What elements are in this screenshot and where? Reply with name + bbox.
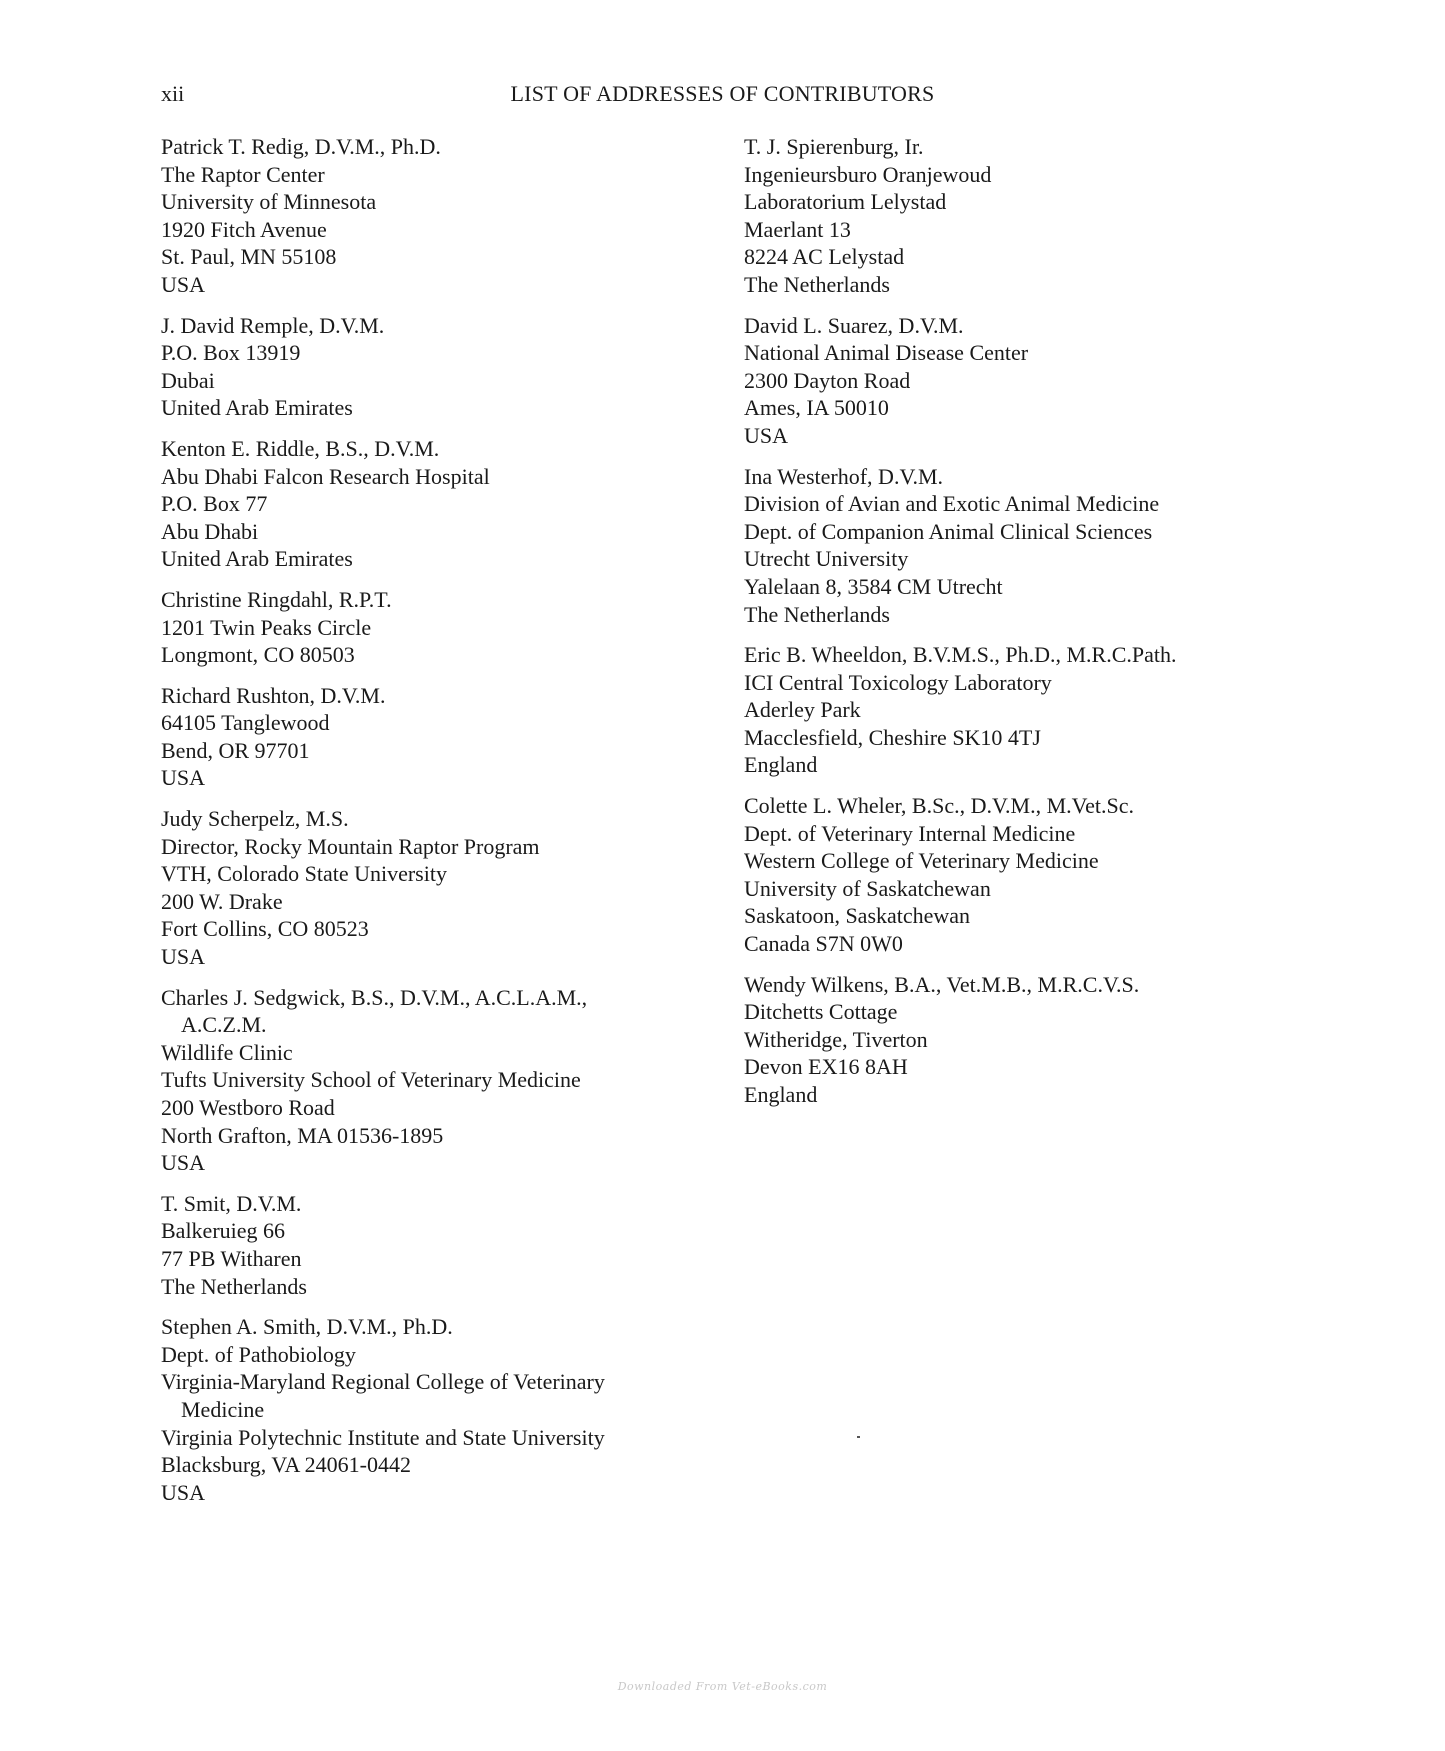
contributor-name: J. David Remple, D.V.M.: [161, 312, 385, 338]
address-line: USA: [161, 765, 206, 791]
address-line: P.O. Box 77: [161, 491, 268, 517]
address-line: Macclesfield, Cheshire SK10 4TJ: [744, 724, 1041, 750]
address-line: Tufts University School of Veterinary Medicine: [161, 1067, 581, 1093]
address-line: Wildlife Clinic: [161, 1039, 293, 1065]
address-line: University of Minnesota: [161, 189, 377, 215]
address-line: Aderley Park: [744, 697, 861, 723]
page-number: xii: [161, 81, 185, 106]
address-line: Yalelaan 8, 3584 CM Utrecht: [744, 573, 1003, 599]
contributor-name: Judy Scherpelz, M.S.: [161, 806, 349, 832]
address-line: Ditchetts Cottage: [744, 999, 898, 1025]
contributor-name: Charles J. Sedgwick, B.S., D.V.M., A.C.L.A.M.,: [161, 984, 588, 1010]
address-line: Saskatoon, Saskatchewan: [744, 903, 971, 929]
address-line: The Netherlands: [744, 601, 890, 627]
contributor-name: T. Smit, D.V.M.: [161, 1190, 302, 1216]
contributor-entry: [161, 984, 721, 1177]
address-line: England: [744, 1082, 818, 1107]
address-line: USA: [161, 1479, 206, 1505]
address-line: P.O. Box 13919: [161, 340, 301, 366]
address-line: 2300 Dayton Road: [744, 367, 911, 393]
address-line: Longmont, CO 80503: [161, 642, 355, 668]
address-line: 77 PB Witharen: [161, 1245, 302, 1271]
address-line: 64105 Tanglewood: [161, 710, 330, 736]
address-line: USA: [744, 422, 789, 448]
address-line: Fort Collins, CO 80523: [161, 916, 369, 942]
address-line: The Raptor Center: [161, 161, 325, 187]
right-column: [744, 133, 1304, 1122]
address-line: Virginia Polytechnic Institute and State University: [161, 1424, 605, 1450]
address-line: 200 Westboro Road: [161, 1095, 335, 1120]
contributor-name: Eric B. Wheeldon, B.V.M.S., Ph.D., M.R.C.Path.: [744, 642, 1177, 668]
address-line: USA: [161, 944, 206, 970]
contributor-name: Colette L. Wheler, B.Sc., D.V.M., M.Vet.Sc.: [744, 793, 1134, 819]
address-line: St. Paul, MN 55108: [161, 244, 337, 270]
contributor-entry: [161, 133, 721, 299]
address-line: ICI Central Toxicology Laboratory: [744, 669, 1052, 695]
address-line: 1201 Twin Peaks Circle: [161, 614, 372, 640]
address-line: Abu Dhabi: [161, 518, 259, 544]
address-line: Blacksburg, VA 24061-0442: [161, 1452, 411, 1478]
contributor-name: Ina Westerhof, D.V.M.: [744, 463, 944, 489]
address-line: USA: [161, 271, 206, 297]
address-line: The Netherlands: [744, 271, 890, 297]
contributor-entry: [744, 312, 1304, 450]
stray-mark: [857, 1436, 860, 1438]
address-line: Virginia-Maryland Regional College of Veterinary: [161, 1369, 605, 1395]
contributor-name: Kenton E. Riddle, B.S., D.V.M.: [161, 435, 440, 461]
address-line: Dubai: [161, 367, 215, 393]
address-line: Dept. of Pathobiology: [161, 1341, 356, 1367]
contributor-entry: [161, 805, 721, 971]
contributor-name: Patrick T. Redig, D.V.M., Ph.D.: [161, 134, 441, 159]
contributor-name: Richard Rushton, D.V.M.: [161, 682, 386, 708]
address-line: Division of Avian and Exotic Animal Medicine: [744, 491, 1160, 517]
contributor-entry: [161, 1190, 721, 1300]
contributor-entry: [744, 971, 1304, 1109]
address-line: United Arab Emirates: [161, 546, 353, 572]
address-line: Western College of Veterinary Medicine: [744, 848, 1099, 874]
address-line: Devon EX16 8AH: [744, 1054, 908, 1080]
contributor-entry: [744, 463, 1304, 629]
left-column: [161, 133, 721, 1519]
contributor-name: T. J. Spierenburg, Ir.: [744, 134, 924, 159]
address-line: Abu Dhabi Falcon Research Hospital: [161, 463, 490, 489]
contributor-entry: [161, 586, 721, 669]
address-line: USA: [161, 1150, 206, 1176]
contributor-entry: [161, 312, 721, 422]
address-line: Utrecht University: [744, 546, 909, 572]
address-line: North Grafton, MA 01536-1895: [161, 1122, 444, 1148]
contributor-name: David L. Suarez, D.V.M.: [744, 312, 964, 338]
address-line: VTH, Colorado State University: [161, 861, 447, 887]
address-line: Medicine: [181, 1396, 265, 1422]
address-line: Maerlant 13: [744, 216, 851, 242]
contributor-name: Stephen A. Smith, D.V.M., Ph.D.: [161, 1314, 453, 1340]
address-line: The Netherlands: [161, 1273, 307, 1299]
address-line: Director, Rocky Mountain Raptor Program: [161, 833, 540, 859]
address-line: Witheridge, Tiverton: [744, 1026, 928, 1052]
address-line: University of Saskatchewan: [744, 875, 991, 901]
contributor-entry: [744, 133, 1304, 299]
address-line: Bend, OR 97701: [161, 737, 310, 763]
address-line: 1920 Fitch Avenue: [161, 216, 327, 242]
address-line: England: [744, 752, 818, 778]
address-line: 8224 AC Lelystad: [744, 244, 905, 270]
contributor-entry: [161, 682, 721, 792]
address-line: Dept. of Veterinary Internal Medicine: [744, 820, 1076, 846]
contributor-name: Christine Ringdahl, R.P.T.: [161, 586, 392, 612]
address-line: 200 W. Drake: [161, 888, 283, 914]
address-line: Balkeruieg 66: [161, 1218, 286, 1244]
address-line: Laboratorium Lelystad: [744, 189, 947, 215]
address-line: Canada S7N 0W0: [744, 931, 903, 957]
address-line: Dept. of Companion Animal Clinical Sciences: [744, 518, 1153, 544]
address-line: United Arab Emirates: [161, 395, 353, 421]
watermark: Downloaded From Vet-eBooks.com: [617, 1680, 828, 1693]
contributor-entry: [744, 641, 1304, 779]
contributor-entry: [161, 1313, 721, 1506]
contributor-entry: [744, 792, 1304, 958]
address-line: A.C.Z.M.: [181, 1012, 267, 1038]
address-line: Ingenieursburo Oranjewoud: [744, 161, 992, 187]
address-line: Ames, IA 50010: [744, 395, 889, 421]
contributor-entry: [161, 435, 721, 573]
address-line: National Animal Disease Center: [744, 340, 1029, 366]
contributor-name: Wendy Wilkens, B.A., Vet.M.B., M.R.C.V.S.: [744, 971, 1140, 997]
running-title: LIST OF ADDRESSES OF CONTRIBUTORS: [510, 81, 935, 106]
